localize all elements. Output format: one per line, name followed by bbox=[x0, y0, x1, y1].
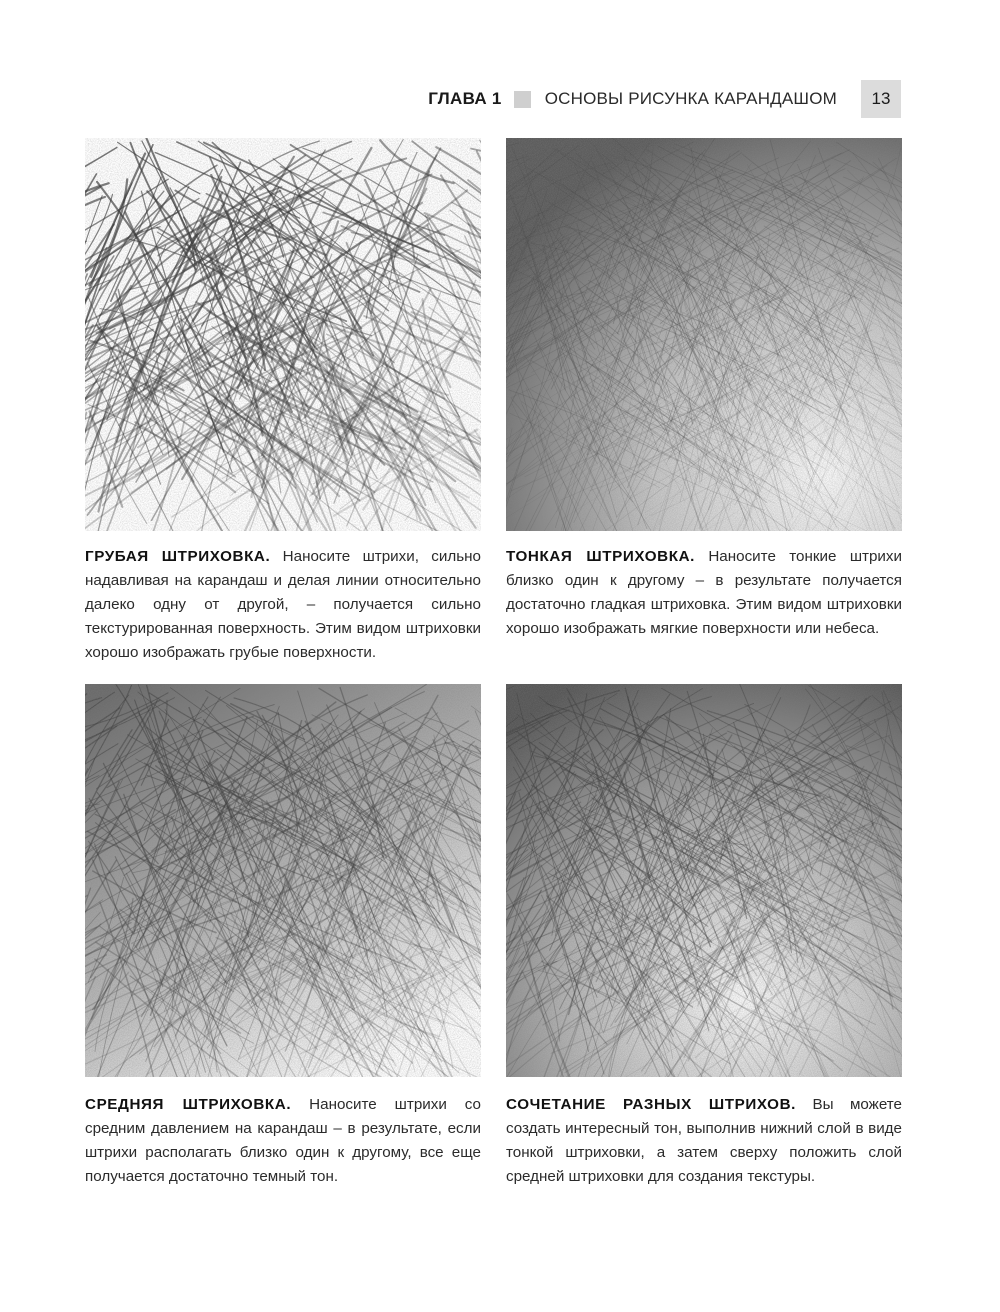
medium-hatching-svg bbox=[85, 684, 481, 1077]
caption-coarse-hatching bbox=[85, 545, 481, 665]
grain-texture bbox=[85, 138, 481, 531]
page-number: 13 bbox=[861, 80, 901, 118]
caption-text: Вы можете создать интересный тон, выполнив нижний слой в виде тонкой штриховки, а затем сверху положить слой средней штриховки для создания текстуры. bbox=[506, 1096, 902, 1185]
caption-combined-hatching bbox=[506, 1093, 902, 1189]
caption-title: ГРУБАЯ ШТРИХОВКА. bbox=[85, 548, 271, 565]
caption-text: Наносите штрихи со средним давлением на карандаш – в результате, если штрихи располагать близко один к другому, все еще получается достаточно темный тон. bbox=[85, 1096, 482, 1185]
chapter-label: ГЛАВА 1 bbox=[428, 89, 502, 108]
grain-texture bbox=[85, 684, 481, 1077]
combined-hatching-svg bbox=[506, 684, 902, 1077]
running-header bbox=[428, 80, 901, 118]
caption-fine-hatching bbox=[506, 545, 902, 641]
fine-hatching-illustration bbox=[506, 138, 902, 531]
caption-title: ТОНКАЯ ШТРИХОВКА. bbox=[506, 548, 695, 565]
coarse-hatching-illustration bbox=[85, 138, 481, 531]
caption-title: СОЧЕТАНИЕ РАЗНЫХ ШТРИХОВ. bbox=[506, 1096, 796, 1113]
caption-text: Наносите тонкие штрихи близко один к другому – в результате получается достаточно гладкая штриховка. Этим видом штриховки хорошо изображать мягкие поверхности или небеса. bbox=[506, 548, 902, 637]
caption-text: Наносите штрихи, сильно надавливая на карандаш и делая линии относительно далеко одну от другой, – получается сильно текстурированная поверхность. Этим видом штриховки хорошо изображать грубые поверхности. bbox=[85, 548, 481, 661]
caption-title: СРЕДНЯЯ ШТРИХОВКА. bbox=[85, 1096, 292, 1113]
coarse-hatching-svg bbox=[85, 138, 481, 531]
header-separator bbox=[514, 91, 531, 108]
section-title: ОСНОВЫ РИСУНКА КАРАНДАШОМ bbox=[544, 89, 837, 108]
medium-hatching-illustration bbox=[85, 684, 481, 1077]
grain-texture bbox=[506, 684, 902, 1077]
grain-texture bbox=[506, 138, 902, 531]
fine-hatching-svg bbox=[506, 138, 902, 531]
caption-medium-hatching bbox=[85, 1093, 481, 1189]
combined-hatching-illustration bbox=[506, 684, 902, 1077]
